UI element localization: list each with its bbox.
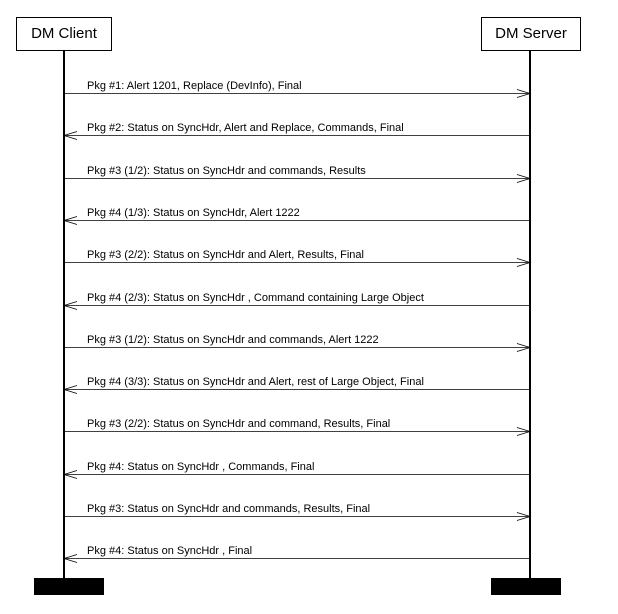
message-label: Pkg #3 (2/2): Status on SyncHdr and command, Results, Final	[87, 417, 391, 430]
message-label: Pkg #4: Status on SyncHdr , Commands, Final	[87, 460, 315, 473]
message-label: Pkg #4 (2/3): Status on SyncHdr , Command containing Large Object	[87, 291, 424, 304]
message-label: Pkg #3: Status on SyncHdr and commands, Results, Final	[87, 502, 371, 515]
message-label: Pkg #3 (1/2): Status on SyncHdr and commands, Alert 1222	[87, 333, 379, 346]
message-label: Pkg #1: Alert 1201, Replace (DevInfo), Final	[87, 79, 302, 92]
participant-label: DM Client	[31, 25, 97, 42]
message-label: Pkg #4: Status on SyncHdr , Final	[87, 544, 253, 557]
message-label: Pkg #3 (1/2): Status on SyncHdr and commands, Results	[87, 164, 366, 177]
participant-label: DM Server	[495, 25, 567, 42]
message-label: Pkg #4 (1/3): Status on SyncHdr, Alert 1222	[87, 206, 300, 219]
message-label: Pkg #2: Status on SyncHdr, Alert and Replace, Commands, Final	[87, 121, 404, 134]
message-label: Pkg #3 (2/2): Status on SyncHdr and Alert, Results, Final	[87, 248, 364, 261]
message-label: Pkg #4 (3/3): Status on SyncHdr and Alert, rest of Large Object, Final	[87, 375, 424, 388]
